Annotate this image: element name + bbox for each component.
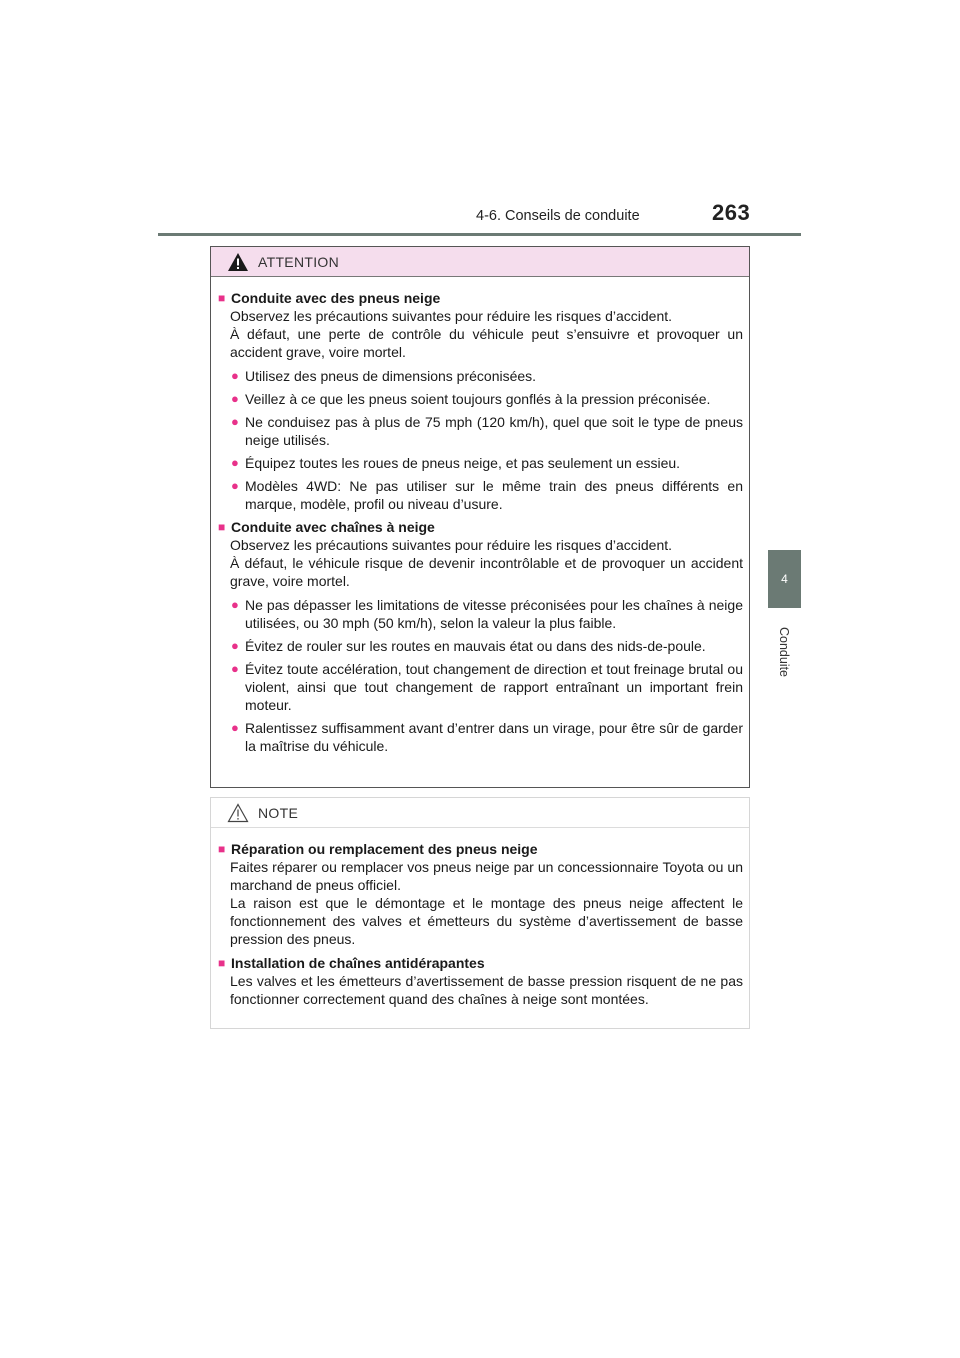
note-header [211, 798, 749, 828]
section-text [218, 858, 743, 948]
section-text [218, 536, 743, 590]
bullet-list [218, 596, 743, 755]
list-item [218, 367, 743, 385]
circle-bullet-icon: ● [231, 597, 239, 612]
bullet-list [218, 367, 743, 513]
list-item [218, 637, 743, 655]
section-heading [218, 840, 743, 858]
caution-outline-triangle-icon [227, 803, 249, 823]
list-item-text: Modèles 4WD: Ne pas utiliser sur le même train des pneus différents en marque, modèle, profil ou niveau d’usure. [245, 478, 743, 512]
note-box [210, 797, 750, 1029]
warning-body [211, 277, 749, 755]
chapter-tab[interactable] [768, 550, 801, 608]
paragraph: Faites réparer ou remplacer vos pneus neige par un concessionnaire Toyota ou un marchand de pneus officiel. [230, 859, 743, 893]
section-text [218, 972, 743, 1008]
note-body [211, 828, 749, 1008]
content-section [218, 954, 743, 1008]
list-item-text: Ralentissez suffisamment avant d’entrer dans un virage, pour être sûr de garder la maîtrise du véhicule. [245, 720, 743, 754]
list-item [218, 596, 743, 632]
list-item-text: Veillez à ce que les pneus soient toujours gonflés à la pression préconisée. [245, 391, 711, 407]
list-item-text: Équipez toutes les roues de pneus neige, et pas seulement un essieu. [245, 455, 681, 471]
content-section [218, 289, 743, 513]
circle-bullet-icon: ● [231, 720, 239, 735]
list-item [218, 719, 743, 755]
list-item-text: Ne conduisez pas à plus de 75 mph (120 km/h), quel que soit le type de pneus neige utilisés. [245, 414, 743, 448]
paragraph: À défaut, une perte de contrôle du véhicule peut s’ensuivre et provoquer un accident grave, voire mortel. [230, 326, 743, 360]
note-label: NOTE [258, 804, 299, 821]
section-heading-text: Réparation ou remplacement des pneus neige [231, 841, 538, 857]
paragraph: Observez les précautions suivantes pour réduire les risques d’accident. [230, 308, 673, 324]
header-rule [158, 233, 801, 236]
paragraph: À défaut, le véhicule risque de devenir incontrôlable et de provoquer un accident grave, voire mortel. [230, 555, 743, 589]
list-item-text: Utilisez des pneus de dimensions préconisées. [245, 368, 537, 384]
circle-bullet-icon: ● [231, 478, 239, 493]
list-item-text: Ne pas dépasser les limitations de vitesse préconisées pour les chaînes à neige utilisées, ou 30 mph (50 km/h), selon la valeur la plus faible. [245, 597, 743, 631]
section-heading-text: Installation de chaînes antidérapantes [231, 955, 485, 971]
section-heading-text: Conduite avec chaînes à neige [231, 519, 435, 535]
square-bullet-icon: ■ [218, 956, 226, 970]
paragraph: Les valves et les émetteurs d’avertissement de basse pression risquent de ne pas fonctionner correctement quand des chaînes à neige sont montées. [230, 973, 743, 1007]
content-section [218, 518, 743, 755]
section-title: 4-6. Conseils de conduite [476, 208, 640, 224]
circle-bullet-icon: ● [231, 368, 239, 383]
warning-triangle-icon [227, 252, 249, 272]
content-section [218, 840, 743, 948]
square-bullet-icon: ■ [218, 291, 226, 305]
section-text [218, 307, 743, 361]
circle-bullet-icon: ● [231, 661, 239, 676]
list-item [218, 413, 743, 449]
square-bullet-icon: ■ [218, 842, 226, 856]
circle-bullet-icon: ● [231, 455, 239, 470]
list-item [218, 660, 743, 714]
chapter-label: Conduite [777, 626, 792, 678]
circle-bullet-icon: ● [231, 414, 239, 429]
warning-label: ATTENTION [258, 253, 339, 270]
chapter-number: 4 [781, 572, 788, 586]
paragraph: Observez les précautions suivantes pour réduire les risques d’accident. [230, 537, 673, 553]
square-bullet-icon: ■ [218, 520, 226, 534]
section-heading [218, 518, 743, 536]
paragraph: La raison est que le démontage et le montage des pneus neige affectent le fonctionnement des valves et émetteurs du système d’avertissement de basse pression des pneus. [230, 895, 743, 947]
list-item-text: Évitez de rouler sur les routes en mauvais état ou dans des nids-de-poule. [245, 638, 706, 654]
page-number: 263 [712, 200, 751, 225]
circle-bullet-icon: ● [231, 638, 239, 653]
warning-header [211, 247, 749, 277]
section-heading [218, 954, 743, 972]
section-heading-text: Conduite avec des pneus neige [231, 290, 441, 306]
warning-box [210, 246, 750, 788]
list-item [218, 477, 743, 513]
section-heading [218, 289, 743, 307]
list-item-text: Évitez toute accélération, tout changement de direction et tout freinage brutal ou violent, ainsi que tout changement de rapport entraînant un important frein moteur. [245, 661, 743, 713]
list-item [218, 454, 743, 472]
circle-bullet-icon: ● [231, 391, 239, 406]
list-item [218, 390, 743, 408]
